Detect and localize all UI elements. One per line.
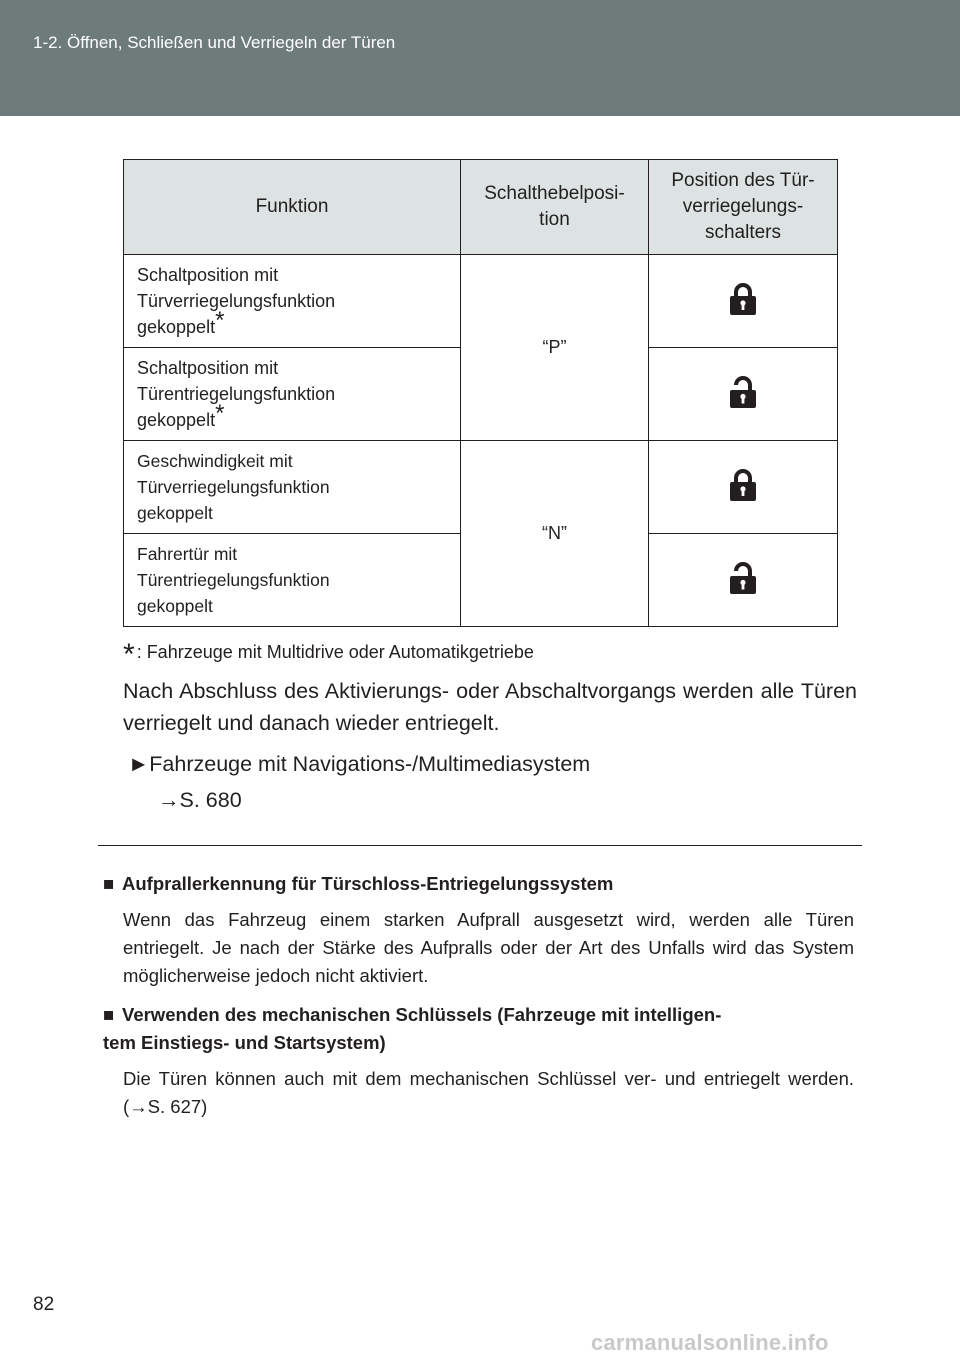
table-footnote bbox=[123, 632, 534, 671]
function-text: Schaltposition mit Türverriegelungsfunktion gekoppelt bbox=[137, 265, 336, 337]
table-header-row bbox=[124, 160, 838, 255]
function-cell: Fahrertür mit Türentriegelungsfunktion gekoppelt bbox=[124, 534, 461, 627]
function-cell: Geschwindigkeit mit Türverriegelungsfunktion gekoppelt bbox=[124, 441, 461, 534]
vehicle-condition-line bbox=[128, 752, 590, 777]
section-body: Wenn das Fahrzeug einem starken Aufprall ausgesetzt wird, werden alle Türen entriegelt. Je nach der Stärke des Aufpralls oder der Art des Unfalls wird das System möglicherweise jedoch nicht aktiviert. bbox=[123, 909, 854, 986]
function-text: Schaltposition mit Türentriegelungsfunktion gekoppelt bbox=[137, 358, 336, 430]
body-paragraph: Nach Abschluss des Aktivierungs- oder Abschaltvorgangs werden alle Türen verriegelt und danach wieder entriegelt. bbox=[123, 679, 857, 735]
footnote-star: * bbox=[215, 400, 225, 427]
column-header-function: Funktion bbox=[124, 160, 461, 255]
function-cell bbox=[124, 348, 461, 441]
column-header-shift-position: Schalthebelposi- tion bbox=[461, 160, 649, 255]
page-number: 82 bbox=[33, 1294, 55, 1315]
section-heading-text: Aufprallerkennung für Türschloss-Entriegelungssystem bbox=[122, 873, 614, 894]
section-body: Die Türen können auch mit dem mechanischen Schlüssel ver- und entriegelt werden. (→S. 627) bbox=[123, 1068, 854, 1117]
watermark: carmanualsonline.info bbox=[591, 1330, 829, 1355]
switch-icon-cell bbox=[649, 441, 838, 534]
switch-icon-cell bbox=[649, 534, 838, 627]
position-cell-p: “P” bbox=[461, 255, 649, 441]
function-table bbox=[123, 159, 838, 627]
section-heading bbox=[103, 1001, 863, 1057]
footnote-star: * bbox=[215, 307, 225, 334]
footnote-text: : Fahrzeuge mit Multidrive oder Automatikgetriebe bbox=[136, 642, 534, 662]
page-reference-link[interactable]: →S. 680 bbox=[158, 788, 242, 812]
chapter-title: 1-2. Öffnen, Schließen und Verriegeln der Türen bbox=[33, 33, 396, 52]
table-row bbox=[124, 441, 838, 534]
function-cell bbox=[124, 255, 461, 348]
lock-closed-icon bbox=[729, 282, 757, 316]
position-cell-n: “N” bbox=[461, 441, 649, 627]
lock-closed-icon bbox=[729, 468, 757, 502]
square-bullet-icon: ■ bbox=[103, 1004, 115, 1025]
column-header-switch-position: Position des Tür- verriegelungs- schalters bbox=[649, 160, 838, 255]
section-divider bbox=[98, 845, 862, 846]
triangle-bullet-icon: ► bbox=[128, 752, 150, 776]
lock-open-icon bbox=[729, 561, 757, 595]
table-row bbox=[124, 255, 838, 348]
vehicle-condition-text: Fahrzeuge mit Navigations-/Multimediasystem bbox=[149, 752, 591, 776]
section-heading bbox=[103, 870, 613, 898]
section-heading-text: Verwenden des mechanischen Schlüssels (Fahrzeuge mit intelligen- tem Einstiegs- und Startsystem) bbox=[103, 1004, 722, 1053]
square-bullet-icon: ■ bbox=[103, 873, 115, 894]
switch-icon-cell bbox=[649, 255, 838, 348]
switch-icon-cell bbox=[649, 348, 838, 441]
footnote-star: * bbox=[123, 638, 135, 671]
lock-open-icon bbox=[729, 375, 757, 409]
page-header bbox=[0, 0, 960, 116]
